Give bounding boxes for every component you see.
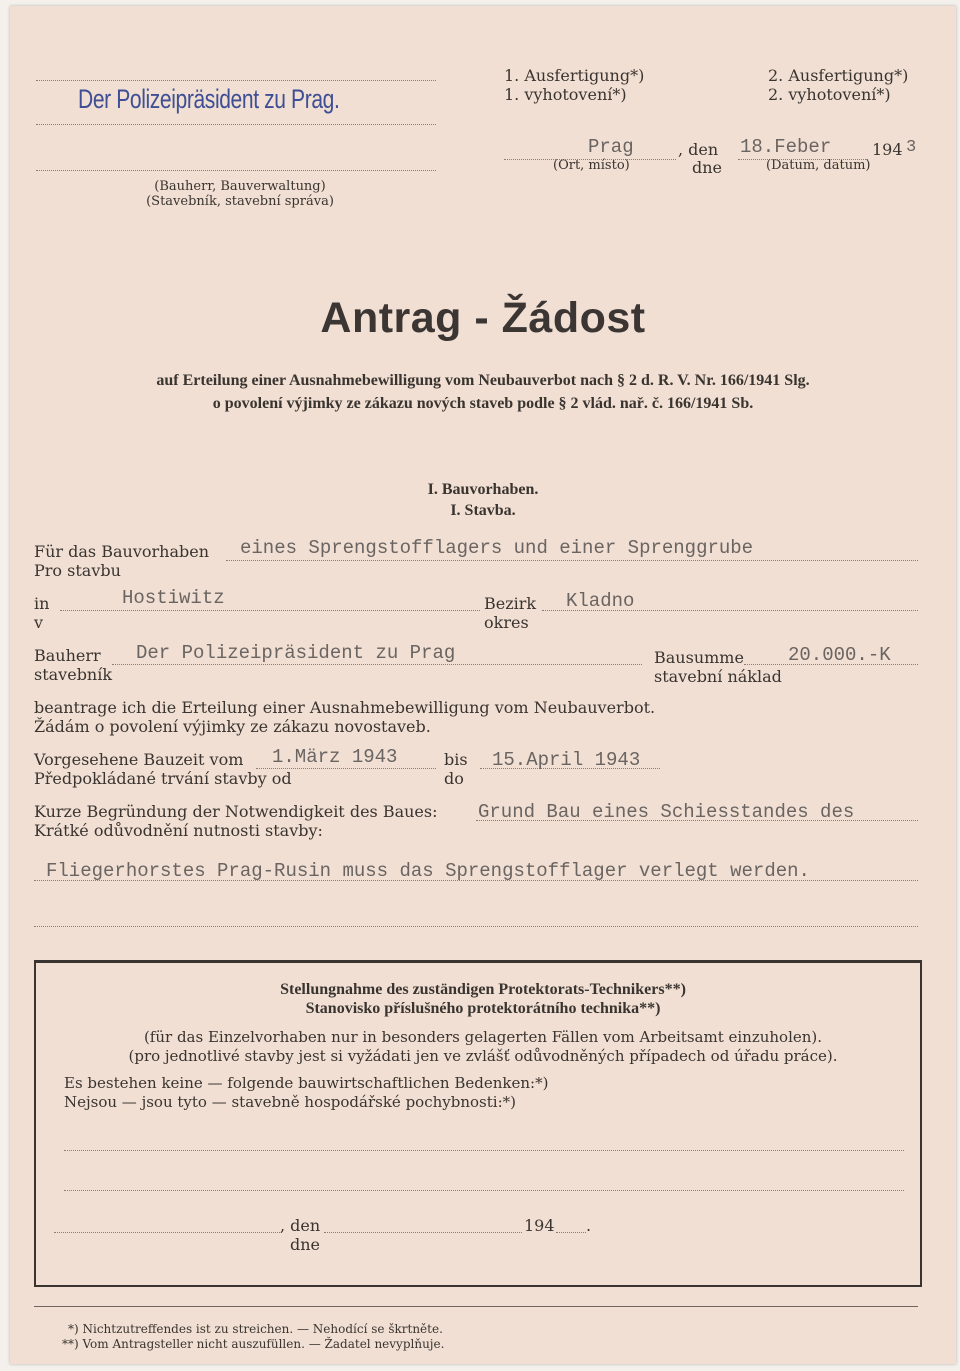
date-caption: (Datum, datum) xyxy=(766,158,871,173)
district-value: Kladno xyxy=(566,590,635,612)
opinion-dne: dne xyxy=(290,1235,321,1254)
district-label-de: Bezirk xyxy=(484,594,537,613)
cost-value: 20.000.-K xyxy=(788,644,891,666)
period-from: 1.März 1943 xyxy=(272,746,398,768)
request-de: beantrage ich die Erteilung einer Ausnahmebewilligung vom Neubauverbot. xyxy=(34,698,656,717)
builder-label-cz: stavebník xyxy=(34,665,113,684)
page-title: Antrag - Žádost xyxy=(320,294,646,342)
subtitle-cz: o povolení výjimky ze zákazu nových staveb podle § 2 vlád. nař. č. 166/1941 Sb. xyxy=(212,395,754,412)
section-heading-cz: I. Stavba. xyxy=(450,502,516,519)
issuer-stamp: Der Polizeipräsident zu Prag. xyxy=(78,84,340,114)
document-page xyxy=(10,6,956,1364)
reason-label-de: Kurze Begründung der Notwendigkeit des Baues: xyxy=(34,802,438,821)
cost-label-de: Bausumme xyxy=(654,648,744,667)
builder-caption-de: (Bauherr, Bauverwaltung) xyxy=(154,179,326,194)
in-label-cz: v xyxy=(34,613,44,632)
do-label: do xyxy=(444,769,464,788)
copy2-cz: 2. vyhotovení*) xyxy=(768,85,891,104)
opinion-period: . xyxy=(586,1216,592,1235)
copy1-cz: 1. vyhotovení*) xyxy=(504,85,627,104)
place-caption: (Ort, místo) xyxy=(553,158,630,173)
project-value: eines Sprengstofflagers und einer Sprenggrube xyxy=(240,537,754,559)
opinion-note-cz: (pro jednotlivé stavby jest si vyžádati jen ve zvlášť odůvodněných případech od úřadu práce). xyxy=(128,1047,838,1065)
bis-label: bis xyxy=(444,750,468,769)
opinion-den: , den xyxy=(280,1216,321,1235)
date-value: 18.Feber xyxy=(740,136,832,158)
footnote-2: **) Vom Antragsteller nicht auszufüllen. — Žadatel nevyplňuje. xyxy=(62,1337,445,1351)
in-value: Hostiwitz xyxy=(122,587,225,609)
builder-value: Der Polizeipräsident zu Prag xyxy=(136,642,456,664)
cost-label-cz: stavební náklad xyxy=(654,667,782,686)
district-label-cz: okres xyxy=(484,613,529,632)
dne-label: dne xyxy=(692,158,723,177)
copy1-de: 1. Ausfertigung*) xyxy=(504,66,645,85)
footnote-1: *) Nichtzutreffendes ist zu streichen. — Nehodící se škrtněte. xyxy=(68,1322,443,1336)
request-cz: Žádám o povolení výjimky ze zákazu novostaveb. xyxy=(34,717,431,736)
project-label-de: Für das Bauvorhaben xyxy=(34,542,209,561)
period-to: 15.April 1943 xyxy=(492,749,641,771)
in-label-de: in xyxy=(34,594,50,613)
period-label-cz: Předpokládané trvání stavby od xyxy=(34,769,292,788)
year-suffix: 3 xyxy=(906,138,917,157)
reason-line-2: Fliegerhorstes Prag-Rusin muss das Sprengstofflager verlegt werden. xyxy=(46,860,810,882)
section-heading-de: I. Bauvorhaben. xyxy=(427,481,539,498)
year-prefix: 194 xyxy=(872,140,903,159)
place-value: Prag xyxy=(588,136,634,158)
period-label-de: Vorgesehene Bauzeit vom xyxy=(34,750,244,769)
opinion-heading-de: Stellungnahme des zuständigen Protektorats-Technikers**) xyxy=(280,981,686,998)
opinion-concerns-cz: Nejsou — jsou tyto — stavebně hospodářské pochybnosti:*) xyxy=(64,1093,516,1111)
den-label: , den xyxy=(678,140,719,159)
opinion-concerns-de: Es bestehen keine — folgende bauwirtschaftlichen Bedenken:*) xyxy=(64,1074,549,1092)
copy2-de: 2. Ausfertigung*) xyxy=(768,66,909,85)
project-label-cz: Pro stavbu xyxy=(34,561,121,580)
reason-label-cz: Krátké odůvodnění nutnosti stavby: xyxy=(34,821,323,840)
builder-caption-cz: (Stavebník, stavební správa) xyxy=(146,194,334,209)
opinion-year: 194 xyxy=(524,1216,555,1235)
reason-line-1: Grund Bau eines Schiesstandes des xyxy=(478,801,855,823)
opinion-heading-cz: Stanovisko příslušného protektorátního technika**) xyxy=(305,1000,661,1017)
builder-label-de: Bauherr xyxy=(34,646,101,665)
opinion-note-de: (für das Einzelvorhaben nur in besonders gelagerten Fällen vom Arbeitsamt einzuholen). xyxy=(143,1028,823,1046)
subtitle-de: auf Erteilung einer Ausnahmebewilligung vom Neubauverbot nach § 2 d. R. V. Nr. 166/1941 Slg. xyxy=(156,372,810,389)
